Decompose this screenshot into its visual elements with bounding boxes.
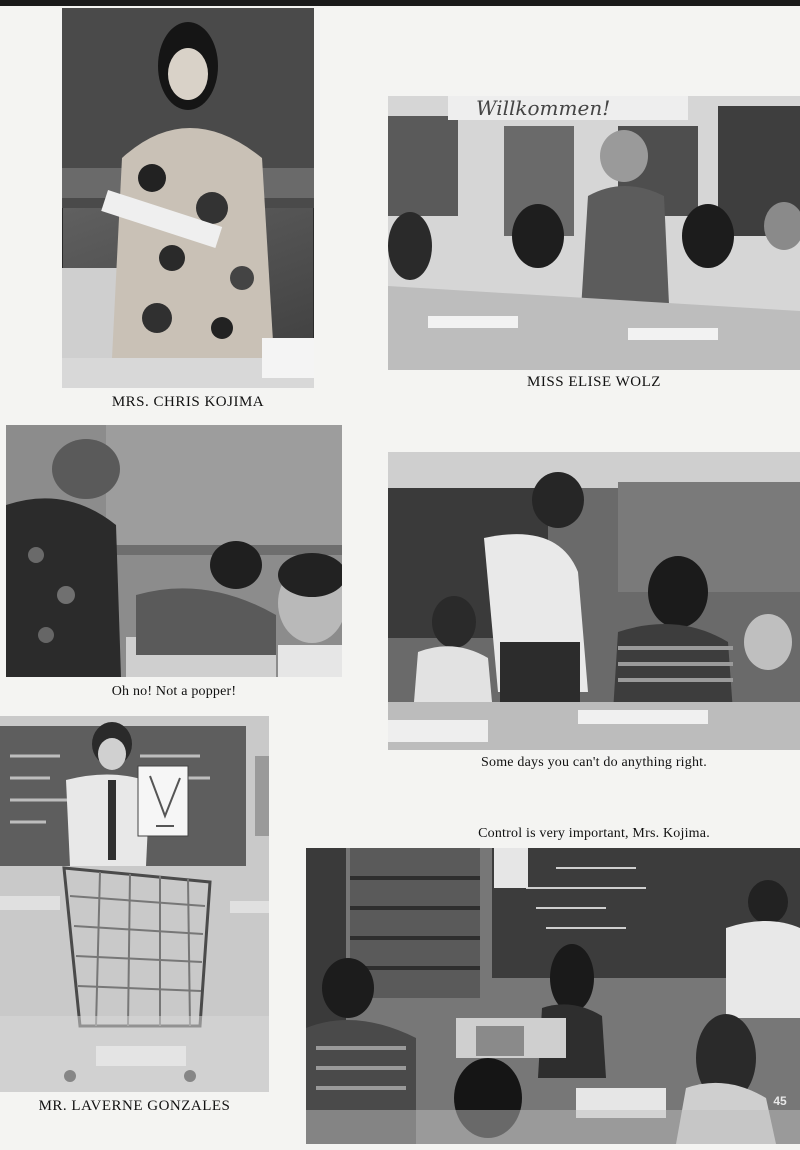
caption-gonzales-name: MR. LAVERNE GONZALES xyxy=(38,1098,231,1114)
photo-control-illustration xyxy=(306,848,800,1144)
caption-bad-days: Some days you can't do anything right. xyxy=(481,755,707,770)
photo-wolz-classroom xyxy=(388,96,800,370)
page-top-border xyxy=(0,0,800,6)
page-number: 45 xyxy=(773,1094,787,1108)
photo-popper-illustration xyxy=(6,425,342,677)
caption-popper: Oh no! Not a popper! xyxy=(111,684,237,699)
caption-kojima-name: MRS. CHRIS KOJIMA xyxy=(111,394,265,410)
photo-bad-days xyxy=(388,452,800,750)
photo-bad-days-illustration xyxy=(388,452,800,750)
photo-gonzales-illustration xyxy=(0,716,269,1092)
photo-popper-test xyxy=(6,425,342,677)
photo-wolz-illustration xyxy=(388,96,800,370)
caption-wolz-name: MISS ELISE WOLZ xyxy=(527,374,661,390)
photo-kojima-illustration xyxy=(62,8,314,388)
caption-control: Control is very important, Mrs. Kojima. xyxy=(478,826,710,841)
photo-gonzales xyxy=(0,716,269,1092)
photo-control-classroom xyxy=(306,848,800,1144)
photo-kojima-portrait xyxy=(62,8,314,388)
photo-wolz-banner: Willkommen! xyxy=(476,96,611,120)
